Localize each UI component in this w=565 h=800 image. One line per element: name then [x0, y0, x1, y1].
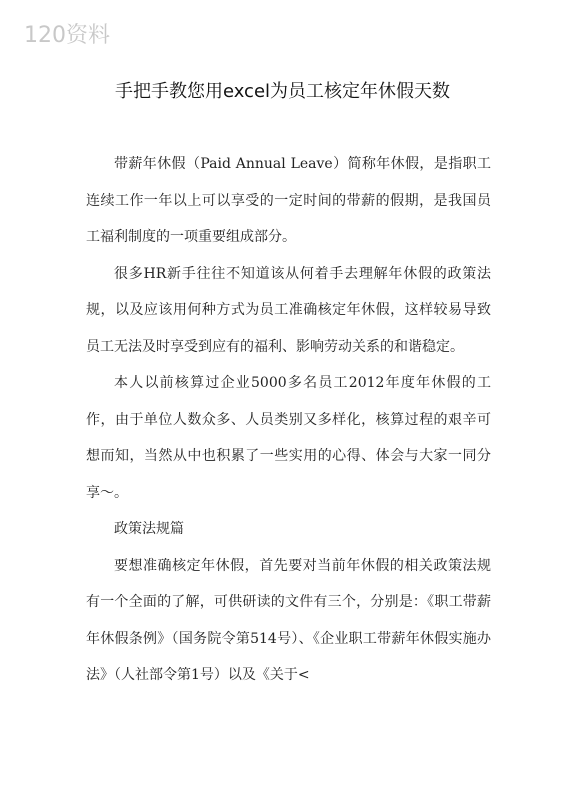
document-body [86, 146, 491, 694]
paragraph-policy: 要想准确核定年休假，首先要对当前年休假的相关政策法规有一个全面的了解，可供研读的文件有三个，分别是：《职工带薪年休假条例》（国务院令第514号）、《企业职工带薪年休假实施办法》（人社部令第1号）以及《关于< [86, 557, 491, 683]
section-heading: 政策法规篇 [114, 521, 184, 537]
paragraph-intro: 带薪年休假（Paid Annual Leave）简称年休假，是指职工连续工作一年以上可以享受的一定时间的带薪的假期，是我国员工福利制度的一项重要组成部分。 [86, 156, 491, 245]
watermark-logo: 120资料 [24, 23, 110, 48]
paragraph-hr-newcomers: 很多HR新手往往不知道该从何着手去理解年休假的政策法规，以及应该用何种方式为员工准确核定年休假，这样较易导致员工无法及时享受到应有的福利、影响劳动关系的和谐稳定。 [86, 265, 491, 355]
paragraph-experience: 本人以前核算过企业5000多名员工2012年度年休假的工作，由于单位人数众多、人员类别又多样化，核算过程的艰辛可想而知，当然从中也积累了一些实用的心得、体会与大家一同分享～。 [86, 375, 491, 501]
document-title: 手把手教您用excel为员工核定年休假天数 [114, 81, 451, 102]
